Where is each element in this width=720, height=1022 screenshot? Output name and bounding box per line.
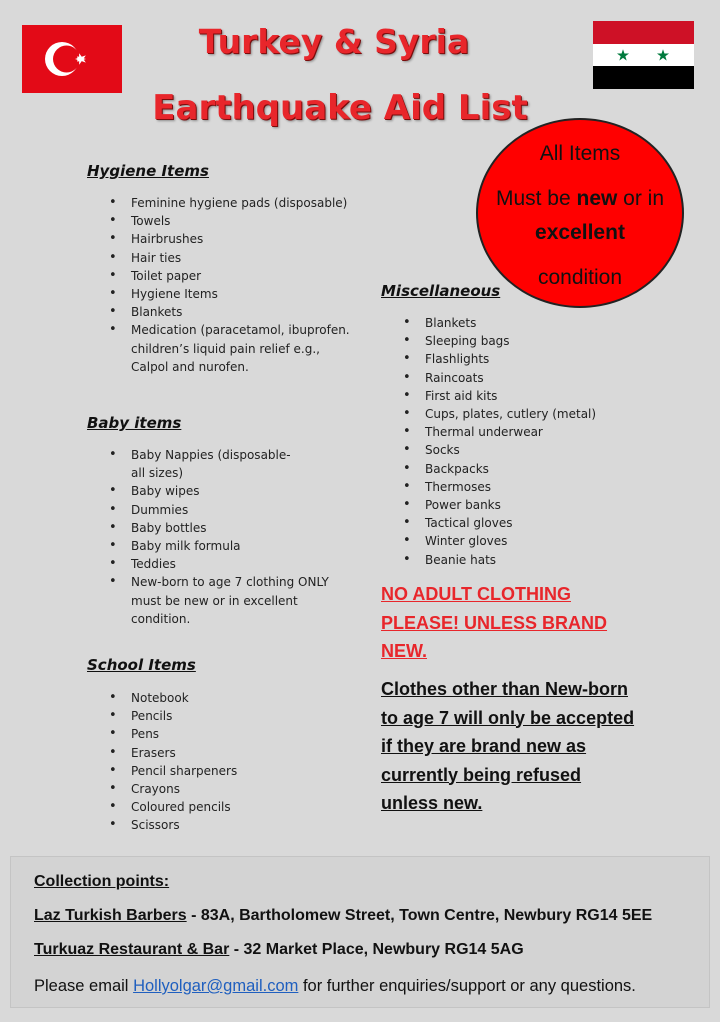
point1-address: - 83A, Bartholomew Street, Town Centre, Newbury RG14 5EE <box>186 907 653 924</box>
school-list <box>109 689 354 835</box>
list-item: • Blankets <box>109 303 354 321</box>
baby-heading: Baby items <box>87 414 182 432</box>
list-item: • Toilet paper <box>109 267 354 285</box>
list-item: • First aid kits <box>403 387 633 405</box>
point2-name: Turkuaz Restaurant & Bar <box>34 941 230 958</box>
list-item: • Cups, plates, cutlery (metal) <box>403 405 633 423</box>
list-item: • New-born to age 7 clothing ONLY must be new or in excellent condition. <box>109 573 354 628</box>
list-item: • Hygiene Items <box>109 285 354 303</box>
list-item: • Winter gloves <box>403 532 633 550</box>
baby-list <box>109 446 354 628</box>
collection-point-1 <box>34 907 652 925</box>
page-title-line1: Turkey & Syria <box>198 22 470 61</box>
list-item: • Pencil sharpeners <box>109 762 354 780</box>
hygiene-list <box>109 194 354 376</box>
collection-point-2 <box>34 941 524 959</box>
list-item: • Dummies <box>109 501 354 519</box>
badge-line1: All Items <box>539 142 621 165</box>
list-item: • Baby wipes <box>109 482 354 500</box>
list-item: • Notebook <box>109 689 354 707</box>
list-item: • Pencils <box>109 707 354 725</box>
hygiene-heading: Hygiene Items <box>87 162 209 180</box>
list-item: • Thermal underwear <box>403 423 633 441</box>
list-item: • Towels <box>109 212 354 230</box>
point1-name: Laz Turkish Barbers <box>34 907 187 924</box>
badge-line4: condition <box>537 266 623 289</box>
list-item: • Socks <box>403 441 633 459</box>
condition-badge <box>476 118 684 308</box>
list-item: • Sleeping bags <box>403 332 633 350</box>
list-item: • Backpacks <box>403 460 633 478</box>
email-link[interactable]: Hollyolgar@gmail.com <box>133 977 299 995</box>
list-item: • Pens <box>109 725 354 743</box>
list-item: • Power banks <box>403 496 633 514</box>
list-item: • Feminine hygiene pads (disposable) <box>109 194 354 212</box>
list-item: • Blankets <box>403 314 633 332</box>
list-item: • Scissors <box>109 816 354 834</box>
list-item: • Baby bottles <box>109 519 354 537</box>
clothing-note: Clothes other than New-born to age 7 will only be accepted if they are brand new as currently being refused unless new. <box>381 679 635 813</box>
list-item: • Thermoses <box>403 478 633 496</box>
list-item: • Raincoats <box>403 369 633 387</box>
point2-address: - 32 Market Place, Newbury RG14 5AG <box>229 941 524 958</box>
misc-heading: Miscellaneous <box>381 282 501 300</box>
list-item: • Coloured pencils <box>109 798 354 816</box>
list-item: • Medication (paracetamol, ibuprofen. children’s liquid pain relief e.g., Calpol and nurofen. <box>109 321 354 376</box>
syria-flag-black-band <box>593 66 694 89</box>
page-title-line2: Earthquake Aid List <box>152 88 528 128</box>
badge-line2: Must be new or in <box>495 187 665 210</box>
list-item: • Beanie hats <box>403 551 633 569</box>
list-item: • Flashlights <box>403 350 633 368</box>
list-item: • Hairbrushes <box>109 230 354 248</box>
list-item: • Hair ties <box>109 249 354 267</box>
misc-list <box>403 314 633 569</box>
contact-line: Please email Hollyolgar@gmail.com for further enquiries/support or any questions. <box>34 977 636 995</box>
adult-clothing-warning: NO ADULT CLOTHING PLEASE! UNLESS BRAND NEW. <box>381 584 608 661</box>
collection-points-panel <box>10 856 710 1008</box>
list-item: • Teddies <box>109 555 354 573</box>
list-item: • Tactical gloves <box>403 514 633 532</box>
school-heading: School Items <box>87 656 196 674</box>
list-item: • Crayons <box>109 780 354 798</box>
list-item: • Erasers <box>109 744 354 762</box>
badge-line3: excellent <box>535 221 625 244</box>
list-item: • Baby Nappies (disposable- all sizes) <box>109 446 354 482</box>
list-item: • Baby milk formula <box>109 537 354 555</box>
collection-heading: Collection points: <box>34 873 170 890</box>
